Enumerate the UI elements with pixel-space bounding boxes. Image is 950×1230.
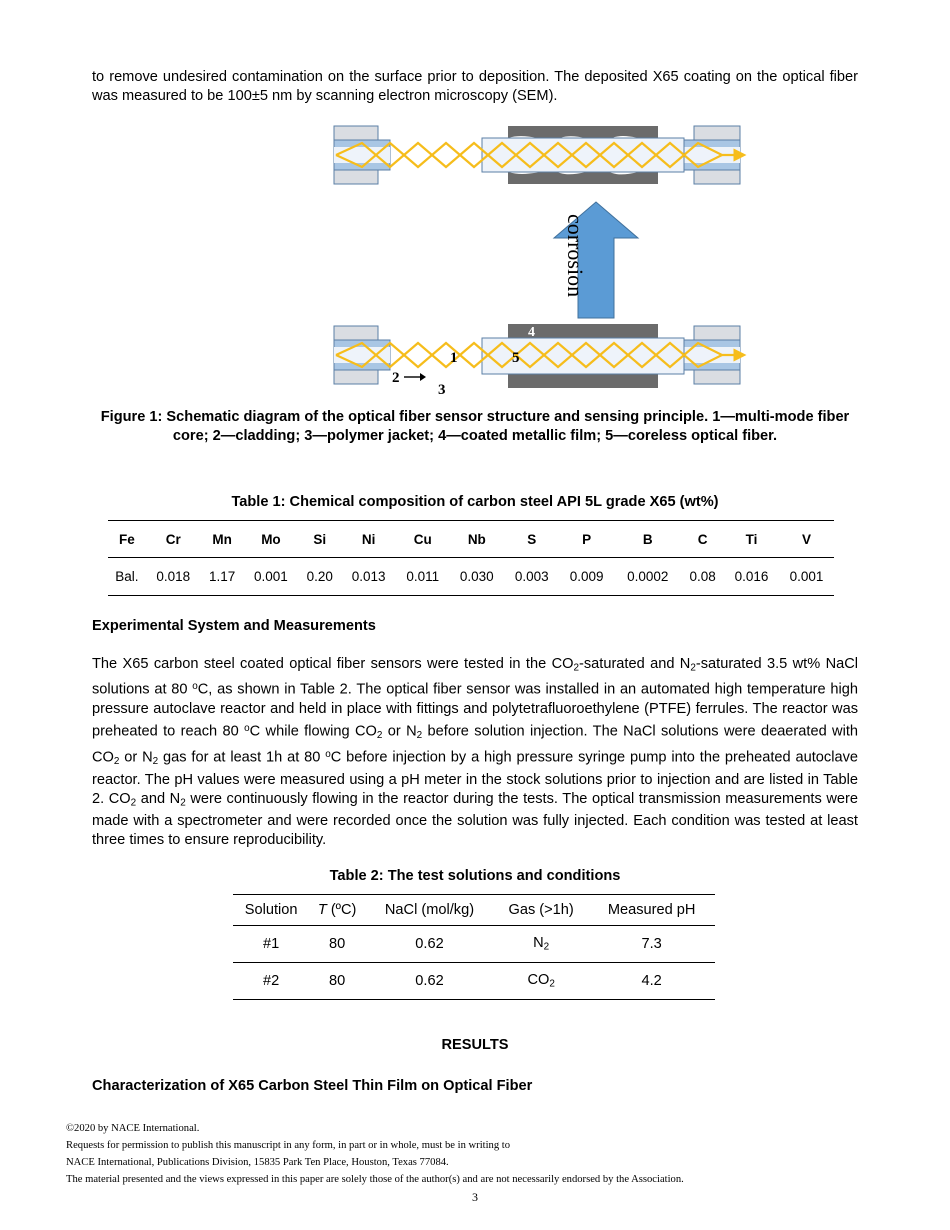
table-1-header-cell: Mo [243,521,298,558]
table-1-header-cell: P [559,521,614,558]
cell-solution: #2 [233,963,309,1000]
subscript: 2 [573,662,579,674]
table-1-value-cell: 0.08 [681,558,724,596]
page-number: 3 [472,1190,478,1204]
gas-name: CO [527,972,550,989]
col-gas: Gas (>1h) [494,895,588,926]
table-1-header-row [108,521,834,558]
cell-temperature: 80 [309,926,365,963]
left-connector-top [334,126,378,140]
table-1-value-cell: 0.030 [449,558,504,596]
table-1-value-cell: 0.018 [146,558,201,596]
subscript: 2 [416,729,423,741]
corrosion-arrow [554,202,638,318]
col-temperature [309,895,365,926]
table-1-header-cell: B [614,521,681,558]
right-connector-top [694,326,740,340]
cell-ph: 7.3 [588,926,715,963]
text-run: -saturated and N [579,656,691,672]
table-1-header-cell: Ni [341,521,396,558]
superscript: o [192,681,198,693]
left-connector-bottom [334,370,378,384]
left-connector-bottom [334,170,378,184]
table-1-header-cell: Fe [108,521,146,558]
gas-name: N [533,935,544,952]
metallic-film-bottom [508,374,658,388]
figure-1-schematic [332,118,762,400]
subscript: 2 [130,797,137,809]
copyright-footer [66,1120,684,1188]
text-run: were continuously flowing in the reactor during the tests. The optical transmission measurements were made with a spectrometer and were recorded once the solution was fully injected. Each condition was tested at least three times to ensure reproducibility. [92,790,859,849]
corroded-film-bottom [508,171,658,184]
cell-solution: #1 [233,926,309,963]
cell-ph: 4.2 [588,963,715,1000]
table-1-header-cell: Cr [146,521,201,558]
table-1-value-cell: 0.003 [504,558,559,596]
table-1-value-cell: 0.0002 [614,558,681,596]
temperature-symbol: T [317,902,327,918]
footer-line: Requests for permission to publish this manuscript in any form, in part or in whole, must be in writing to [66,1140,511,1151]
intro-paragraph: to remove undesired contamination on the surface prior to deposition. The deposited X65 coating on the optical fiber was measured to be 100±5 nm by scanning electron microscopy (SEM). [92,69,858,104]
right-connector-bottom [694,170,740,184]
cell-gas [494,963,588,1000]
cell-temperature: 80 [309,963,365,1000]
table-1-header-cell: Cu [396,521,449,558]
table-1-value-cell: 0.001 [779,558,834,596]
cell-gas [494,926,588,963]
table-2-header-row [233,895,715,926]
table-1-value-cell: 1.17 [201,558,244,596]
table-2-title: Table 2: The test solutions and conditions [329,868,621,884]
table-1-header-cell: V [779,521,834,558]
col-nacl: NaCl (mol/kg) [365,895,494,926]
left-connector-top [334,326,378,340]
table-1-header-cell: Mn [201,521,244,558]
table-1-value-cell: 0.013 [341,558,396,596]
table-1-value-cell: Bal. [108,558,146,596]
right-connector-bottom [694,370,740,384]
text-run: before solution injection. The NaCl solutions were deaerated with CO [92,723,859,766]
table-1-value-cell: 0.011 [396,558,449,596]
text-run: or N [382,723,417,740]
table-row [233,963,715,1000]
superscript: o [325,748,331,760]
temperature-unit: (ºC) [326,902,357,918]
intact-sensor [334,324,740,398]
subscript: 2 [376,729,383,741]
subscript: 2 [690,662,696,674]
text-run: C before injection by a high pressure syringe pump into the preheated autoclave reactor. The pH values were measured using a pH meter in the stock solutions prior to injection and are listed in Table 2. CO [92,749,858,807]
superscript: o [244,722,250,734]
table-1-header-cell: C [681,521,724,558]
table-1-header-cell: Ti [724,521,779,558]
text-run: C, as shown in Table 2. The optical fiber sensor was installed in an automated high temperature high pressure autoclave reactor and held in place with fittings and polytetrafluoroethylene (PTFE) ferrules. The reactor was preheated to reach 80 [92,681,858,740]
table-2 [233,894,715,1000]
subscript: 2 [549,978,555,990]
cell-nacl: 0.62 [365,963,494,1000]
text-run: gas for at least 1h at 80 [158,749,326,766]
table-1-header-cell: Nb [449,521,504,558]
section-heading-experimental: Experimental System and Measurements [92,618,376,634]
table-1 [108,520,834,596]
text-run: -saturated 3.5 wt% NaCl solutions at 80 [92,656,859,698]
label-5: 5 [512,350,520,366]
table-1-value-cell: 0.016 [724,558,779,596]
section-heading-characterization: Characterization of X65 Carbon Steel Thin Film on Optical Fiber [92,1078,533,1094]
subscript: 2 [113,755,120,767]
label-1: 1 [450,350,458,366]
corroded-sensor [334,126,740,184]
text-run: or N [119,749,153,766]
figure-1-caption: Figure 1: Schematic diagram of the optical fiber sensor structure and sensing principle. 1—multi-mode fiber core; 2—cladding; 3—polymer jacket; 4—coated metallic film; 5—coreless optical fiber. [100,409,850,444]
footer-line: NACE International, Publications Division, 15835 Park Ten Place, Houston, Texas 77084. [66,1157,449,1168]
table-row [233,926,715,963]
col-solution: Solution [233,895,309,926]
text-run: C while flowing CO [249,723,377,740]
table-1-title: Table 1: Chemical composition of carbon steel API 5L grade X65 (wt%) [231,494,719,510]
right-connector-top [694,126,740,140]
coreless-fiber-top [482,138,684,172]
label-4: 4 [528,325,535,340]
table-1-header-cell: S [504,521,559,558]
corrosion-label: corrosion [563,214,588,298]
subscript: 2 [180,797,186,809]
table-1-value-cell: 0.001 [243,558,298,596]
label-2-arrowhead [420,373,426,381]
col-ph: Measured pH [588,895,715,926]
table-1-header-cell: Si [298,521,341,558]
subscript: 2 [543,941,550,953]
cell-nacl: 0.62 [365,926,494,963]
text-run: and N [136,790,181,807]
experimental-paragraph [92,655,858,850]
label-2: 2 [392,370,400,386]
table-1-value-cell: 0.009 [559,558,614,596]
footer-line: The material presented and the views expressed in this paper are solely those of the author(s) and are not necessarily endorsed by the Association. [66,1174,684,1185]
label-3: 3 [438,382,446,398]
results-heading: RESULTS [441,1037,509,1053]
footer-line: ©2020 by NACE International. [66,1123,200,1134]
text-run: The X65 carbon steel coated optical fiber sensors were tested in the CO [92,656,574,672]
subscript: 2 [152,755,159,767]
table-1-value-cell: 0.20 [298,558,341,596]
table-1-value-row [108,558,834,596]
